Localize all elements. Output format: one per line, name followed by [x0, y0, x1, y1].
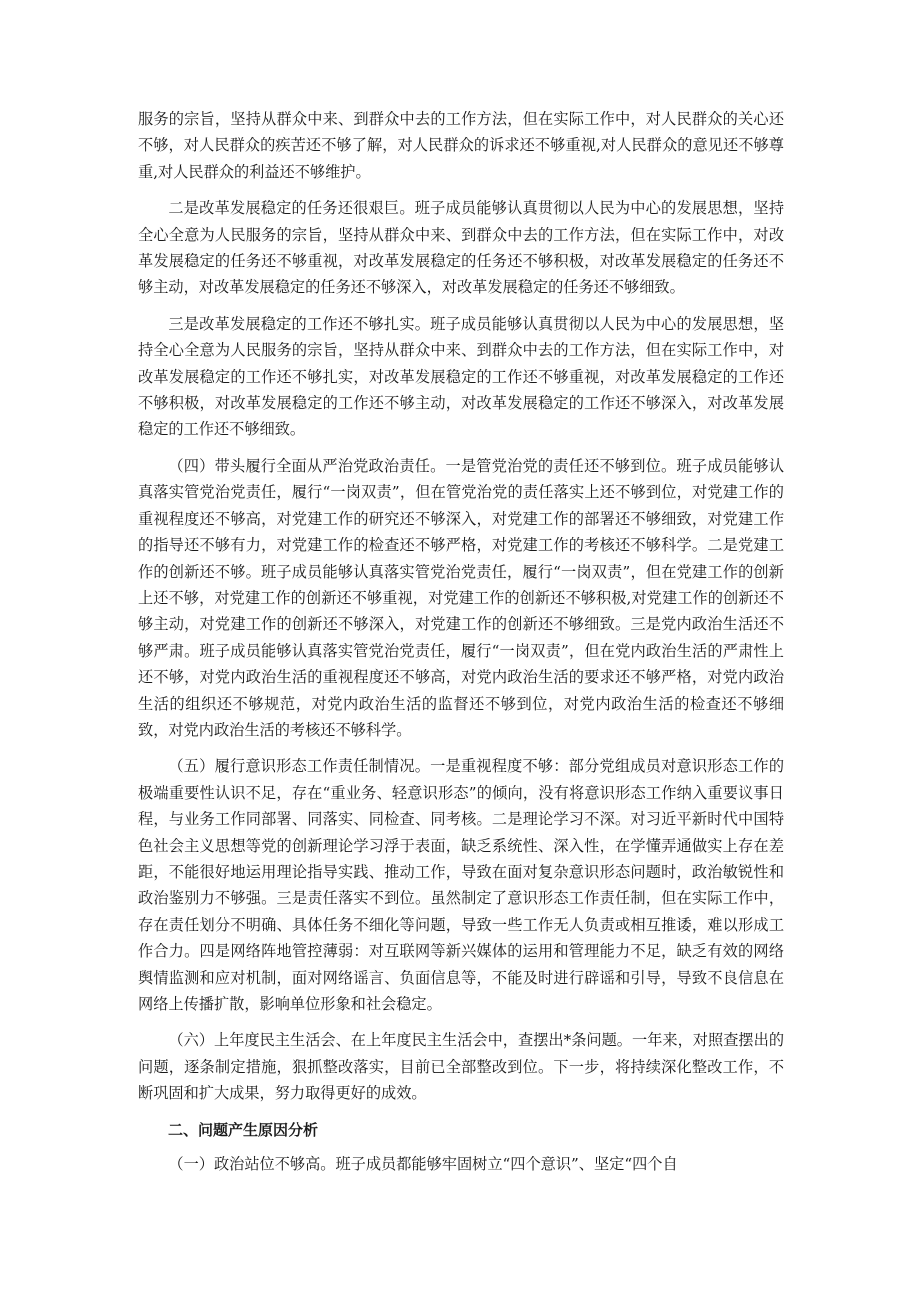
paragraph-3: 三是改革发展稳定的工作还不够扎实。班子成员能够认真贯彻以人民为中心的发展思想，坚持全心全意为人民服务的宗旨，坚持从群众中来、到群众中去的工作方法，但在实际工作中，对改革发展稳定的工作还不够扎实，对改革发展稳定的工作还不够重视，对改革发展稳定的工作还不够积极，对改革发展稳定的工作还不够主动，对改革发展稳定的工作还不够深入，对改革发展稳定的工作还不够细致。: [138, 314, 784, 439]
paragraph-1: 服务的宗旨，坚持从群众中来、到群众中去的工作方法，但在实际工作中，对人民群众的关心还不够，对人民群众的疾苦还不够了解，对人民群众的诉求还不够重视,对人民群众的意见还不够尊重,对人民群众的利益还不够维护。: [138, 110, 784, 181]
paragraph-5: （五）履行意识形态工作责任制情况。一是重视程度不够：部分党组成员对意识形态工作的极端重要性认识不足，存在“重业务、轻意识形态”的倾向，没有将意识形态工作纳入重要议事日程，与业务工作同部署、同落实、同检查、同考核。二是理论学习不深。对习近平新时代中国特色社会主义思想等党的创新理论学习浮于表面，缺乏系统性、深入性，在学懂弄通做实上存在差距，不能很好地运用理论指导实践、推动工作，导致在面对复杂意识形态问题时，政治敏锐性和政治鉴别力不够强。三是责任落实不到位。虽然制定了意识形态工作责任制，但在实际工作中，存在责任划分不明确、具体任务不细化等问题，导致一些工作无人负责或相互推诿，难以形成工作合力。四是网络阵地管控薄弱：对互联网等新兴媒体的运用和管理能力不足，缺乏有效的网络舆情监测和应对机制，面对网络谣言、负面信息等，不能及时进行辟谣和引导，导致不良信息在网络上传播扩散，影响单位形象和社会稳定。: [138, 757, 784, 1013]
document-body: [138, 106, 784, 1187]
section-heading: 二、问题产生原因分析: [168, 1120, 319, 1139]
paragraph-7: （一）政治站位不够高。班子成员都能够牢固树立“四个意识”、坚定“四个自: [168, 1155, 678, 1174]
paragraph-2: 二是改革发展稳定的任务还很艰巨。班子成员能够认真贯彻以人民为中心的发展思想，坚持全心全意为人民服务的宗旨，坚持从群众中来、到群众中去的工作方法，但在实际工作中，对改革发展稳定的任务还不够重视，对改革发展稳定的任务还不够积极，对改革发展稳定的任务还不够主动，对改革发展稳定的任务还不够深入，对改革发展稳定的任务还不够细致。: [138, 199, 784, 297]
paragraph-4: （四）带头履行全面从严治党政治责任。一是管党治党的责任还不够到位。班子成员能够认真落实管党治党责任，履行“一岗双责”，但在管党治党的责任落实上还不够到位，对党建工作的重视程度还不够高，对党建工作的研究还不够深入，对党建工作的部署还不够细致，对党建工作的指导还不够有力，对党建工作的检查还不够严格，对党建工作的考核还不够科学。二是党建工作的创新还不够。班子成员能够认真落实管党治党责任，履行“一岗双责”，但在党建工作的创新上还不够，对党建工作的创新还不够重视，对党建工作的创新还不够积极,对党建工作的创新还不够主动，对党建工作的创新还不够深入，对党建工作的创新还不够细致。三是党内政治生活还不够严肃。班子成员能够认真落实管党治党责任，履行“一岗双责”，但在党内政治生活的严肃性上还不够，对党内政治生活的重视程度还不够高，对党内政治生活的要求还不够严格，对党内政治生活的组织还不够规范，对党内政治生活的监督还不够到位，对党内政治生活的检查还不够细致，对党内政治生活的考核还不够科学。: [138, 456, 784, 739]
paragraph-6: （六）上年度民主生活会、在上年度民主生活会中，查摆出*条问题。一年来，对照查摆出的问题，逐条制定措施，狠抓整改落实，目前已全部整改到位。下一步，将持续深化整改工作，不断巩固和扩大成果，努力取得更好的成效。: [138, 1031, 784, 1103]
